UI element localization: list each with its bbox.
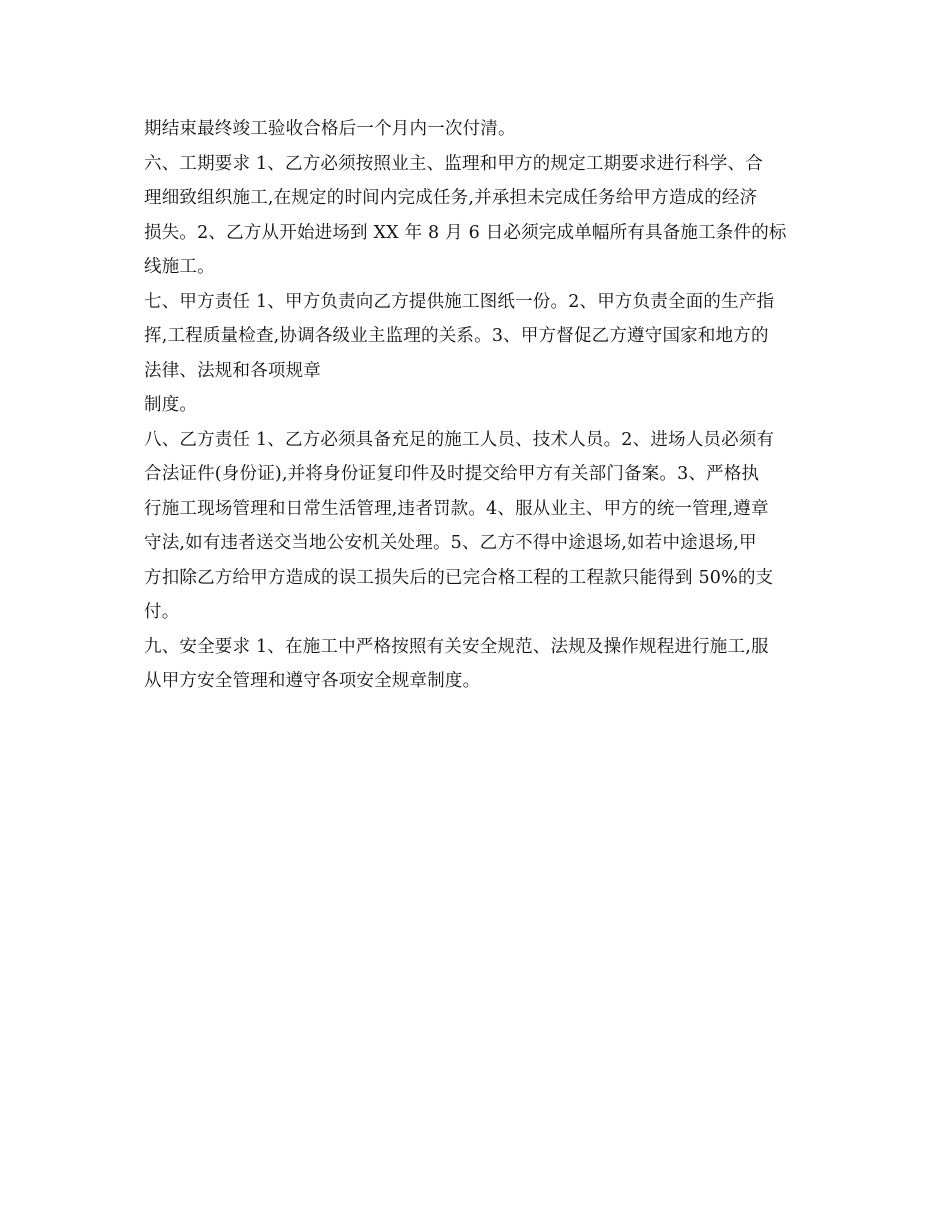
text-line: 损失。2、乙方从开始进场到 XX 年 8 月 6 日必须完成单幅所有具备施工条件的标	[144, 222, 787, 243]
text-line-section-8: 八、乙方责任 1、乙方必须具备充足的施工人员、技术人员。2、进场人员必须有	[144, 429, 775, 450]
text-line: 付。	[144, 602, 180, 622]
text-line: 从甲方安全管理和遵守各项安全规章制度。	[144, 671, 481, 691]
text-line-section-9: 九、安全要求 1、在施工中严格按照有关安全规范、法规及操作规程进行施工,服	[144, 636, 769, 657]
text-line: 理细致组织施工,在规定的时间内完成任务,并承担未完成任务给甲方造成的经济	[144, 188, 758, 208]
text-line: 法律、法规和各项规章	[144, 360, 321, 381]
text-line: 线施工。	[144, 257, 215, 277]
text-line: 守法,如有违者送交当地公安机关处理。5、乙方不得中途退场,如若中途退场,甲	[144, 533, 757, 553]
text-line: 行施工现场管理和日常生活管理,违者罚款。4、服从业主、甲方的统一管理,遵章	[144, 498, 769, 519]
text-line: 制度。	[144, 395, 198, 415]
text-line: 挥,工程质量检查,协调各级业主监理的关系。3、甲方督促乙方遵守国家和地方的	[144, 326, 769, 346]
text-line-section-6: 六、工期要求 1、乙方必须按照业主、监理和甲方的规定工期要求进行科学、合	[144, 153, 763, 174]
text-line: 合法证件(身份证),并将身份证复印件及时提交给甲方有关部门备案。3、严格执	[144, 464, 760, 484]
text-line-section-7: 七、甲方责任 1、甲方负责向乙方提供施工图纸一份。2、甲方负责全面的生产指	[144, 291, 775, 312]
document-page	[144, 112, 806, 699]
text-line: 方扣除乙方给甲方造成的误工损失后的已完合格工程的工程款只能得到 50%的支	[144, 567, 774, 588]
text-line-payment-end: 期结束最终竣工验收合格后一个月内一次付清。	[144, 119, 516, 139]
